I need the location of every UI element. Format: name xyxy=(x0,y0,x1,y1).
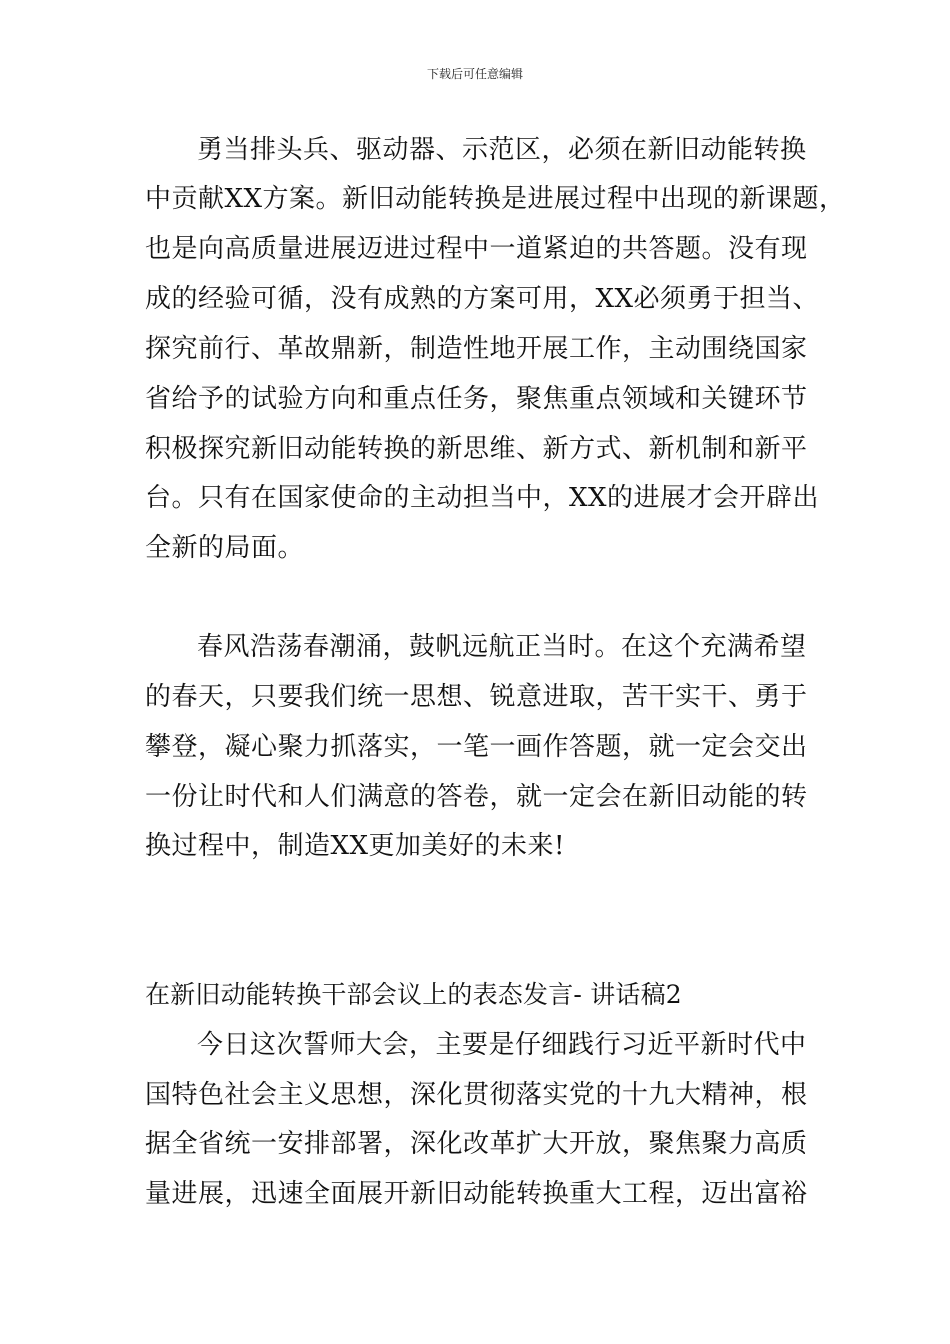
paragraph-1-line-7: 积极探究新旧动能转换的新思维、新方式、新机制和新平 xyxy=(145,434,808,464)
paragraph-1-line-5: 探究前行、革故鼎新，制造性地开展工作，主动围绕国家 xyxy=(145,334,808,364)
paragraph-1-line-8: 台。只有在国家使命的主动担当中，XX的进展才会开辟出 xyxy=(145,483,820,513)
paragraph-3-line-2: 国特色社会主义思想，深化贯彻落实党的十九大精神，根 xyxy=(145,1080,808,1110)
paragraph-1-line-1: 勇当排头兵、驱动器、示范区，必须在新旧动能转换 xyxy=(197,135,807,165)
paragraph-1-line-4: 成的经验可循，没有成熟的方案可用，XX必须勇于担当、 xyxy=(145,284,820,314)
paragraph-1-line-3: 也是向高质量进展迈进过程中一道紧迫的共答题。没有现 xyxy=(145,234,808,264)
paragraph-3-line-4: 量进展，迅速全面展开新旧动能转换重大工程，迈出富裕 xyxy=(145,1179,808,1209)
page-header: 下载后可任意编辑 xyxy=(426,67,523,81)
paragraph-1-line-9: 全新的局面。 xyxy=(145,533,305,563)
paragraph-1-line-2: 中贡献XX方案。新旧动能转换是进展过程中出现的新课题， xyxy=(145,184,846,214)
paragraph-2-line-2: 的春天，只要我们统一思想、锐意进取，苦干实干、勇于 xyxy=(145,682,808,712)
section-title: 在新旧动能转换干部会议上的表态发言- 讲话稿2 xyxy=(145,980,682,1009)
paragraph-2-line-1: 春风浩荡春潮涌，鼓帆远航正当时。在这个充满希望 xyxy=(197,632,807,662)
paragraph-3-line-1: 今日这次誓师大会，主要是仔细践行习近平新时代中 xyxy=(197,1030,807,1060)
paragraph-1-line-6: 省给予的试验方向和重点任务，聚焦重点领域和关键环节 xyxy=(145,384,808,414)
paragraph-3-line-3: 据全省统一安排部署，深化改革扩大开放，聚焦聚力高质 xyxy=(145,1129,808,1159)
paragraph-2-line-4: 一份让时代和人们满意的答卷，就一定会在新旧动能的转 xyxy=(145,782,808,812)
paragraph-2-line-3: 攀登，凝心聚力抓落实，一笔一画作答题，就一定会交出 xyxy=(145,732,808,762)
paragraph-2-line-5: 换过程中，制造XX更加美好的未来! xyxy=(145,831,565,861)
